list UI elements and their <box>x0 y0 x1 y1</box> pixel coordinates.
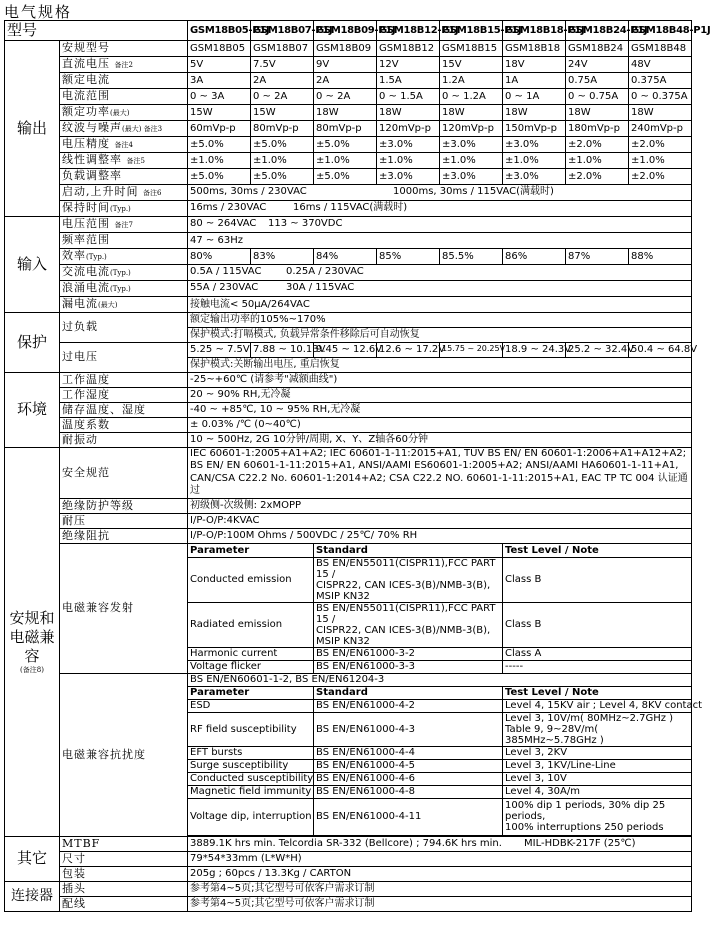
cell: 9V <box>314 56 377 72</box>
row-label: 电磁兼容发射 <box>60 543 188 673</box>
input-row-frequency <box>5 232 692 248</box>
row-label: 频率范围 <box>60 232 188 248</box>
ems-param: Conducted susceptibility <box>188 772 314 785</box>
emi-col-standard: Standard <box>314 543 503 557</box>
cell: ±2.0% <box>629 168 692 184</box>
emi-col-test-level: Test Level / Note <box>503 543 692 557</box>
row-label: 电压精度 备注4 <box>60 136 188 152</box>
cell: ±5.0% <box>251 168 314 184</box>
cell: 0 ~ 2A <box>314 88 377 104</box>
env-row-storage <box>5 402 692 417</box>
cell: ±1.0% <box>251 152 314 168</box>
emi-standard: BS EN/EN61000-3-3 <box>314 660 503 673</box>
cell: 5.25 ~ 7.5V <box>188 342 251 357</box>
row-label: 绝缘防护等级 <box>60 498 188 513</box>
cell: ±5.0% <box>314 168 377 184</box>
model-name: GSM18B18-P1J <box>503 21 566 41</box>
connector-value: 参考第4~5页;其它型号可依客户需求订制 <box>188 881 692 896</box>
overload-line-1: 额定输出功率的105%~170% <box>188 312 692 327</box>
cell: 15V <box>440 56 503 72</box>
cell: ±3.0% <box>440 136 503 152</box>
safety-row-standards <box>5 447 692 498</box>
cell: 18V <box>503 56 566 72</box>
row-label: 包装 <box>60 866 188 881</box>
cell: ±2.0% <box>566 168 629 184</box>
safety-standards-text: IEC 60601-1:2005+A1+A2; IEC 60601-1-11:2015+A1, TUV BS EN/ EN 60601-1:2006+A1+A12+A2; BS EN/ EN 60601-1-11:2015+A1, ANSI/AAMI ES60601-1:2005+A2; ANSI/AAMI HA60601-1-11+A1, CAN/CSA C22.2 No. 60601-1:2014+A2; CSA C22.2 NO. 60601-1-11:2015+A1, EAC TP TC 004 认证通过 <box>188 447 692 498</box>
ems-standard: BS EN/EN60601-1-2, BS EN/EN61204-3 <box>188 673 692 686</box>
row-label: 温度系数 <box>60 417 188 432</box>
cell: 18W <box>629 104 692 120</box>
cell: 87% <box>566 248 629 264</box>
row-label: 启动,上升时间 备注6 <box>60 184 188 200</box>
row-label: 工作湿度 <box>60 387 188 402</box>
model-header-label: 型号 <box>5 21 188 41</box>
ems-standard-row <box>5 673 692 686</box>
connector-row-wire <box>5 896 692 911</box>
model-name: GSM18B48-P1J <box>629 21 692 41</box>
cell: ±1.0% <box>566 152 629 168</box>
cell: GSM18B24 <box>566 40 629 56</box>
category-protection: 保护 <box>5 312 60 372</box>
env-value: -25~+60℃ (请参考"减额曲线") <box>188 372 692 387</box>
category-connector: 连接器 <box>5 881 60 911</box>
cell: 83% <box>251 248 314 264</box>
cell: ±5.0% <box>314 136 377 152</box>
ac-voltage: 80 ~ 264VAC <box>190 217 257 229</box>
model-name: GSM18B24-P1J <box>566 21 629 41</box>
row-label: 交流电流(Typ.) <box>60 264 188 280</box>
env-value: -40 ~ +85℃, 10 ~ 95% RH,无冷凝 <box>188 402 692 417</box>
output-row-rated-power <box>5 104 692 120</box>
row-label: 负载调整率 <box>60 168 188 184</box>
cell: GSM18B15 <box>440 40 503 56</box>
mtbf-values <box>188 836 692 851</box>
output-row-safety-model <box>5 40 692 56</box>
safety-row-withstand <box>5 513 692 528</box>
cell: 18.9 ~ 24.3V <box>503 342 566 357</box>
env-row-op-humidity <box>5 387 692 402</box>
row-label: 额定电流 <box>60 72 188 88</box>
inrush-230: 55A / 230VAC <box>190 281 259 293</box>
ems-standard: BS EN/EN61000-4-11 <box>314 798 503 835</box>
ems-level: Level 4, 15KV air ; Level 4, 8KV contact <box>503 699 692 712</box>
category-input: 输入 <box>5 216 60 312</box>
frequency-value: 47 ~ 63Hz <box>188 232 692 248</box>
other-row-size <box>5 851 692 866</box>
cell: 15W <box>188 104 251 120</box>
cell: ±3.0% <box>440 168 503 184</box>
startup-value-115: 1000ms, 30ms / 115VAC(满载时) <box>393 185 554 197</box>
input-row-ac-current <box>5 264 692 280</box>
ems-level: Level 3, 10V <box>503 772 692 785</box>
env-row-vibration <box>5 432 692 447</box>
cell: 180mVp-p <box>566 120 629 136</box>
cell: 0 ~ 1.2A <box>440 88 503 104</box>
ac-current-values <box>188 264 692 280</box>
input-row-voltage-range <box>5 216 692 232</box>
emi-header-row <box>5 543 692 557</box>
ac-current-230: 0.25A / 230VAC <box>286 265 364 277</box>
output-row-load-regulation <box>5 168 692 184</box>
leakage-value: 接触电流< 50μA/264VAC <box>188 296 692 312</box>
ems-param: EFT bursts <box>188 746 314 759</box>
other-row-mtbf <box>5 836 692 851</box>
cell: ±1.0% <box>440 152 503 168</box>
cell: 7.5V <box>251 56 314 72</box>
category-other: 其它 <box>5 836 60 881</box>
row-label: 过负载 <box>60 312 188 342</box>
inrush-values <box>188 280 692 296</box>
size-value: 79*54*33mm (L*W*H) <box>188 851 692 866</box>
ems-level: 100% dip 1 periods, 30% dip 25 periods, 100% interruptions 250 periods <box>503 798 692 835</box>
row-label: 保持时间(Typ.) <box>60 200 188 216</box>
ems-standard: BS EN/EN61000-4-2 <box>314 699 503 712</box>
input-row-efficiency <box>5 248 692 264</box>
cell: 5V <box>188 56 251 72</box>
output-row-dc-voltage <box>5 56 692 72</box>
ems-param: ESD <box>188 699 314 712</box>
ems-standard: BS EN/EN61000-4-6 <box>314 772 503 785</box>
ems-col-standard: Standard <box>314 686 503 699</box>
cell: 18W <box>503 104 566 120</box>
ems-standard: BS EN/EN61000-4-4 <box>314 746 503 759</box>
input-row-leakage-current <box>5 296 692 312</box>
emi-param: Radiated emission <box>188 602 314 647</box>
connector-row-plug <box>5 881 692 896</box>
output-row-ripple-noise <box>5 120 692 136</box>
cell: 85% <box>377 248 440 264</box>
emi-param: Conducted emission <box>188 557 314 602</box>
startup-value-230: 500ms, 30ms / 230VAC <box>190 185 307 197</box>
model-name: GSM18B05-P1J <box>188 21 251 41</box>
row-label: 电磁兼容抗扰度 <box>60 673 188 836</box>
cell: ±5.0% <box>188 168 251 184</box>
cell: 88% <box>629 248 692 264</box>
overload-line-2: 保护模式:打嗝模式, 负载异常条件移除后可自动恢复 <box>188 327 692 342</box>
cell: 18W <box>314 104 377 120</box>
ems-standard: BS EN/EN61000-4-8 <box>314 785 503 798</box>
row-label: 绝缘阻抗 <box>60 528 188 543</box>
emi-col-parameter: Parameter <box>188 543 314 557</box>
row-label: 漏电流(最大) <box>60 296 188 312</box>
env-row-op-temp <box>5 372 692 387</box>
cell: ±5.0% <box>251 136 314 152</box>
output-row-startup-rise-time <box>5 184 692 200</box>
cell: 18W <box>377 104 440 120</box>
cell: 18W <box>566 104 629 120</box>
ems-level: Level 3, 2KV <box>503 746 692 759</box>
cell: 1.2A <box>440 72 503 88</box>
model-name: GSM18B15-P1J <box>440 21 503 41</box>
cell: ±5.0% <box>188 136 251 152</box>
ems-level: Level 3, 1KV/Line-Line <box>503 759 692 772</box>
holdup-value-230: 16ms / 230VAC <box>190 201 267 213</box>
row-label: 尺寸 <box>60 851 188 866</box>
inrush-115: 30A / 115VAC <box>286 281 355 293</box>
cell: 15W <box>251 104 314 120</box>
emi-level: Class B <box>503 557 692 602</box>
cell: 1.5A <box>377 72 440 88</box>
emi-param: Voltage flicker <box>188 660 314 673</box>
cell: 0 ~ 3A <box>188 88 251 104</box>
row-label: 耐振动 <box>60 432 188 447</box>
category-output: 输出 <box>5 40 60 216</box>
holdup-values <box>188 200 692 216</box>
cell: 85.5% <box>440 248 503 264</box>
cell: 7.88 ~ 10.13V <box>251 342 314 357</box>
env-row-temp-coeff <box>5 417 692 432</box>
cell: ±1.0% <box>188 152 251 168</box>
cell: 240mVp-p <box>629 120 692 136</box>
ems-param: Voltage dip, interruption <box>188 798 314 835</box>
cell: 15.75 ~ 20.25V <box>440 342 503 357</box>
cell: GSM18B07 <box>251 40 314 56</box>
category-safety-emc: 安规和电磁兼容 (备注8) <box>5 447 60 836</box>
output-row-current-range <box>5 88 692 104</box>
cell: 18W <box>440 104 503 120</box>
mtbf-mil: MIL-HDBK-217F (25℃) <box>524 837 636 849</box>
ac-current-115: 0.5A / 115VAC <box>190 265 262 277</box>
cell: 2A <box>314 72 377 88</box>
row-label: 纹波与噪声(最大) 备注3 <box>60 120 188 136</box>
cell: 0 ~ 1A <box>503 88 566 104</box>
emi-level: ----- <box>503 660 692 673</box>
row-label: 效率(Typ.) <box>60 248 188 264</box>
cell: 0 ~ 1.5A <box>377 88 440 104</box>
row-label: 浪涌电流(Typ.) <box>60 280 188 296</box>
ems-standard: BS EN/EN61000-4-5 <box>314 759 503 772</box>
row-label: 过电压 <box>60 342 188 372</box>
insulation-grade-value: 初级侧-次级侧: 2xMOPP <box>188 498 692 513</box>
cell: ±1.0% <box>629 152 692 168</box>
row-label: 安全规范 <box>60 447 188 498</box>
row-label: 安规型号 <box>60 40 188 56</box>
cell: ±3.0% <box>377 168 440 184</box>
row-label: 工作温度 <box>60 372 188 387</box>
cell: 0.375A <box>629 72 692 88</box>
output-row-rated-current <box>5 72 692 88</box>
cell: GSM18B18 <box>503 40 566 56</box>
row-label: 线性调整率 备注5 <box>60 152 188 168</box>
protection-row-overload-1 <box>5 312 692 327</box>
cell: 9.45 ~ 12.6V <box>314 342 377 357</box>
emi-param: Harmonic current <box>188 647 314 660</box>
cell: 120mVp-p <box>377 120 440 136</box>
ems-param: RF field susceptibility <box>188 712 314 746</box>
model-name: GSM18B09-P1J <box>314 21 377 41</box>
cell: GSM18B09 <box>314 40 377 56</box>
row-label: 电压范围 备注7 <box>60 216 188 232</box>
cell: 120mVp-p <box>440 120 503 136</box>
output-row-line-regulation <box>5 152 692 168</box>
cell: 84% <box>314 248 377 264</box>
cell: GSM18B12 <box>377 40 440 56</box>
row-label: 耐压 <box>60 513 188 528</box>
other-row-packing <box>5 866 692 881</box>
cell: 60mVp-p <box>188 120 251 136</box>
ems-level: Level 3, 10V/m( 80MHz~2.7GHz ) Table 9, 9~28V/m( 385MHz~5.78GHz ) <box>503 712 692 746</box>
env-value: 20 ~ 90% RH,无冷凝 <box>188 387 692 402</box>
emi-standard: BS EN/EN55011(CISPR11),FCC PART 15 / CISPR22, CAN ICES-3(B)/NMB-3(B), MSIP KN32 <box>314 602 503 647</box>
row-label: 额定功率(最大) <box>60 104 188 120</box>
row-label: 插头 <box>60 881 188 896</box>
env-value: 10 ~ 500Hz, 2G 10分钟/周期, X、Y、Z轴各60分钟 <box>188 432 692 447</box>
cell: ±3.0% <box>503 136 566 152</box>
cell: 24V <box>566 56 629 72</box>
row-label: 电流范围 <box>60 88 188 104</box>
cell: 0 ~ 2A <box>251 88 314 104</box>
isolation-value: I/P-O/P:100M Ohms / 500VDC / 25℃/ 70% RH <box>188 528 692 543</box>
dc-voltage: 113 ~ 370VDC <box>268 217 343 229</box>
emi-standard: BS EN/EN55011(CISPR11),FCC PART 15 / CISPR22, CAN ICES-3(B)/NMB-3(B), MSIP KN32 <box>314 557 503 602</box>
cell: 12V <box>377 56 440 72</box>
cell: ±1.0% <box>503 152 566 168</box>
connector-value: 参考第4~5页;其它型号可依客户需求订制 <box>188 896 692 911</box>
page-title: 电气规格 <box>4 3 73 21</box>
input-voltage-values <box>188 216 692 232</box>
model-name: GSM18B07-P1J <box>251 21 314 41</box>
ems-param: Surge susceptibility <box>188 759 314 772</box>
cell: 2A <box>251 72 314 88</box>
row-label: MTBF <box>60 836 188 851</box>
ems-col-parameter: Parameter <box>188 686 314 699</box>
cell: 1A <box>503 72 566 88</box>
env-value: ± 0.03% /℃ (0~40℃) <box>188 417 692 432</box>
emi-standard: BS EN/EN61000-3-2 <box>314 647 503 660</box>
safety-row-insulation-grade <box>5 498 692 513</box>
output-row-hold-up-time <box>5 200 692 216</box>
input-row-inrush-current <box>5 280 692 296</box>
cell: 150mVp-p <box>503 120 566 136</box>
cell: 12.6 ~ 17.2V <box>377 342 440 357</box>
cell: ±1.0% <box>377 152 440 168</box>
ems-level: Level 4, 30A/m <box>503 785 692 798</box>
cell: 50.4 ~ 64.8V <box>629 342 692 357</box>
cell: 80mVp-p <box>251 120 314 136</box>
cell: 86% <box>503 248 566 264</box>
cell: 0.75A <box>566 72 629 88</box>
ems-standard: BS EN/EN61000-4-3 <box>314 712 503 746</box>
cell: GSM18B05 <box>188 40 251 56</box>
holdup-value-115: 16ms / 115VAC(满载时) <box>293 201 408 213</box>
protection-row-overvoltage-ranges <box>5 342 692 357</box>
ems-col-test-level: Test Level / Note <box>503 686 692 699</box>
emi-level: Class A <box>503 647 692 660</box>
row-label: 配线 <box>60 896 188 911</box>
cell: 3A <box>188 72 251 88</box>
row-label: 直流电压 备注2 <box>60 56 188 72</box>
cell: 80mVp-p <box>314 120 377 136</box>
output-row-voltage-accuracy <box>5 136 692 152</box>
cell: 48V <box>629 56 692 72</box>
cell: GSM18B48 <box>629 40 692 56</box>
startup-values <box>188 184 692 200</box>
cell: ±2.0% <box>566 136 629 152</box>
safety-row-isolation-resistance <box>5 528 692 543</box>
ems-param: Magnetic field immunity <box>188 785 314 798</box>
mtbf-telcordia: 3889.1K hrs min. Telcordia SR-332 (Bellcore) ; 794.6K hrs min. <box>190 837 502 849</box>
cell: 0 ~ 0.75A <box>566 88 629 104</box>
cell: 80% <box>188 248 251 264</box>
packing-value: 205g ; 60pcs / 13.3Kg / CARTON <box>188 866 692 881</box>
cell: ±2.0% <box>629 136 692 152</box>
withstand-value: I/P-O/P:4KVAC <box>188 513 692 528</box>
cell: 0 ~ 0.375A <box>629 88 692 104</box>
emi-level: Class B <box>503 602 692 647</box>
model-header-row <box>5 21 692 41</box>
cell: ±1.0% <box>314 152 377 168</box>
model-name: GSM18B12-P1J <box>377 21 440 41</box>
category-environment: 环境 <box>5 372 60 447</box>
cell: 25.2 ~ 32.4V <box>566 342 629 357</box>
overvoltage-mode: 保护模式:关断输出电压, 重启恢复 <box>188 357 692 372</box>
electrical-spec-table <box>4 20 710 912</box>
cell: ±3.0% <box>503 168 566 184</box>
cell: ±3.0% <box>377 136 440 152</box>
row-label: 储存温度、湿度 <box>60 402 188 417</box>
